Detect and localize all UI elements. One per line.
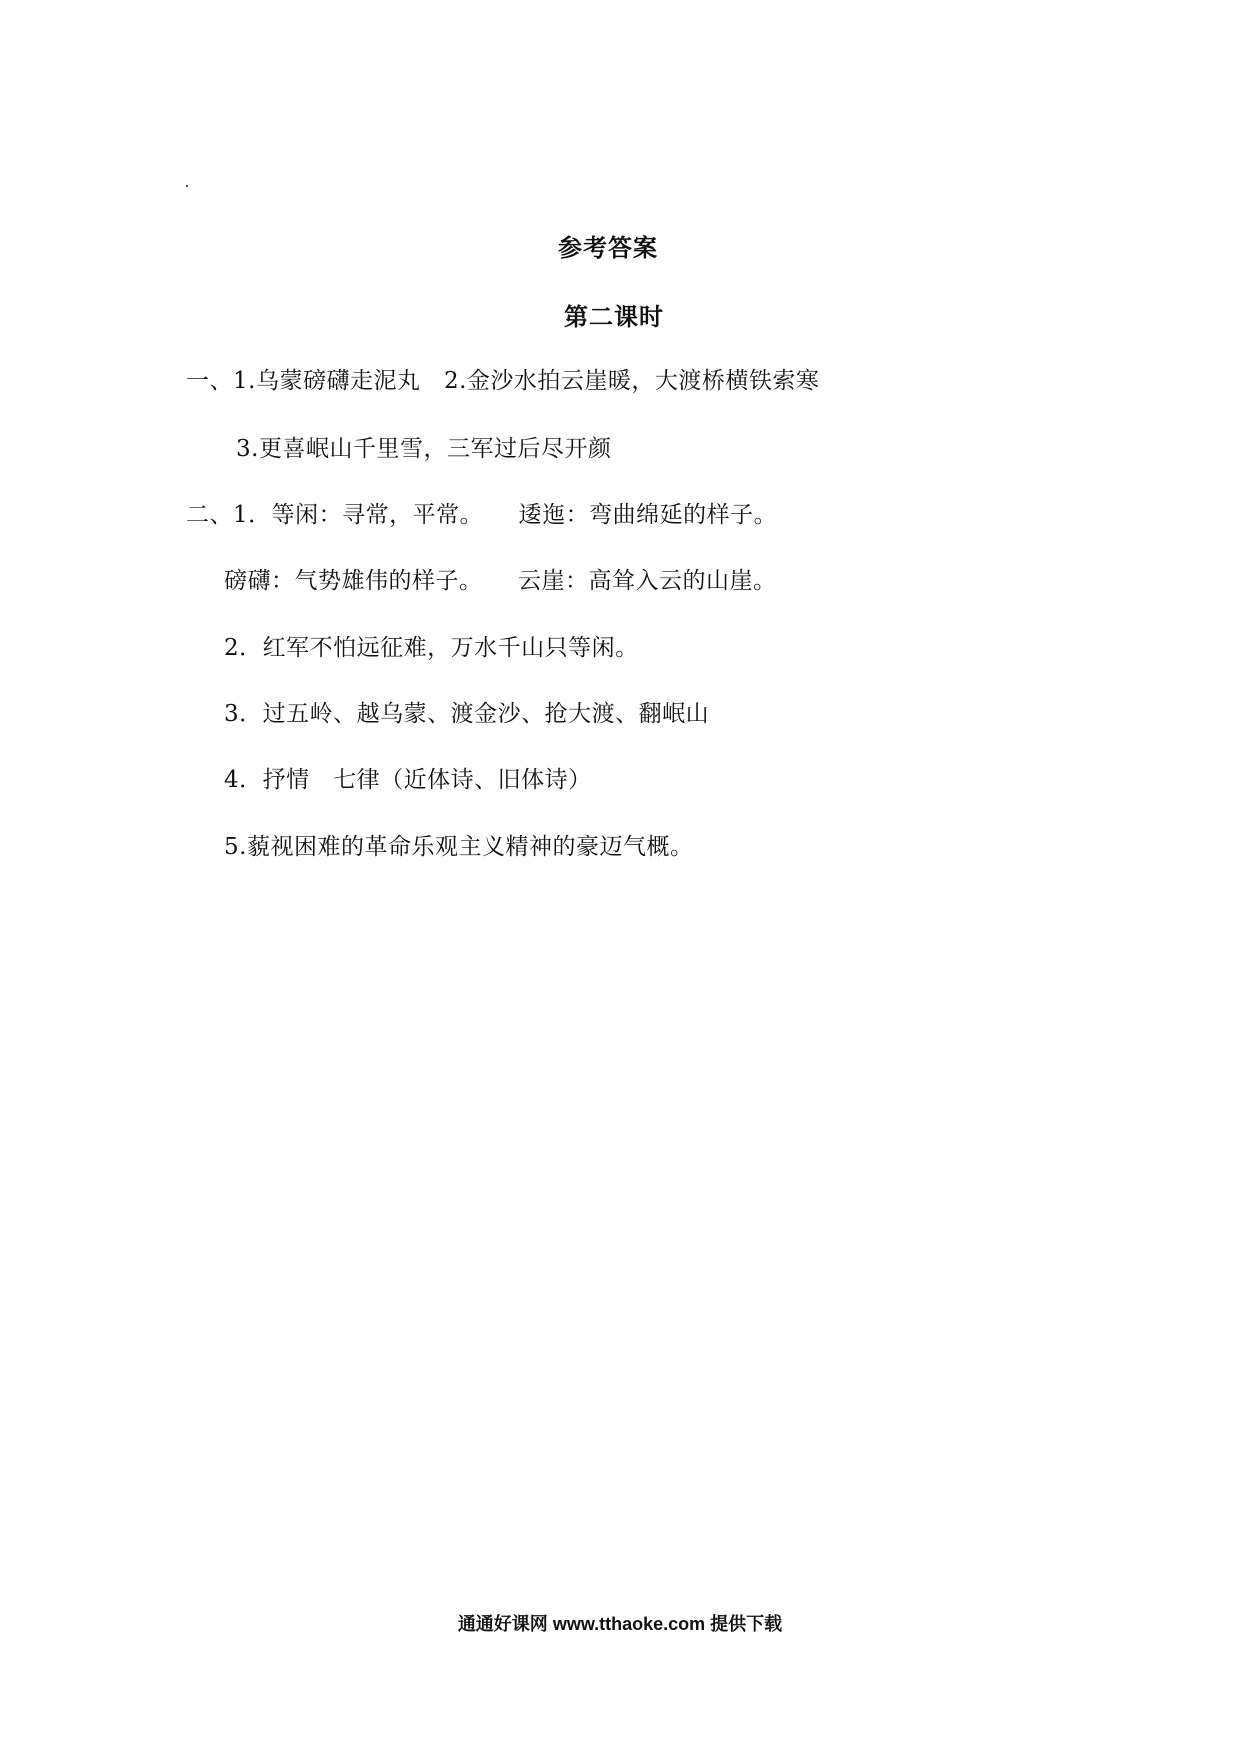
scan-speck — [186, 185, 188, 187]
answer-line-5: 2．红军不怕远征难，万水千山只等闲。 — [224, 635, 639, 661]
footer-credit: 通通好课网 www.tthaoke.com 提供下载 — [457, 1614, 783, 1634]
answer-line-7: 4．抒情 七律（近体诗、旧体诗） — [224, 767, 592, 793]
answer-line-1: 一、1.乌蒙磅礴走泥丸 2.金沙水拍云崖暖，大渡桥横铁索寒 — [186, 368, 820, 394]
answer-line-2: 3.更喜岷山千里雪，三军过后尽开颜 — [236, 436, 612, 462]
answer-line-3: 二、1．等闲：寻常，平常。 逶迤：弯曲绵延的样子。 — [186, 502, 778, 528]
answer-line-4: 磅礴：气势雄伟的样子。 云崖：高耸入云的山崖。 — [224, 568, 777, 594]
answer-line-6: 3．过五岭、越乌蒙、渡金沙、抢大渡、翻岷山 — [224, 701, 710, 727]
page-subtitle: 第二课时 — [564, 302, 664, 331]
answer-line-8: 5.藐视困难的革命乐观主义精神的豪迈气概。 — [224, 834, 694, 860]
page-title: 参考答案 — [558, 233, 658, 262]
